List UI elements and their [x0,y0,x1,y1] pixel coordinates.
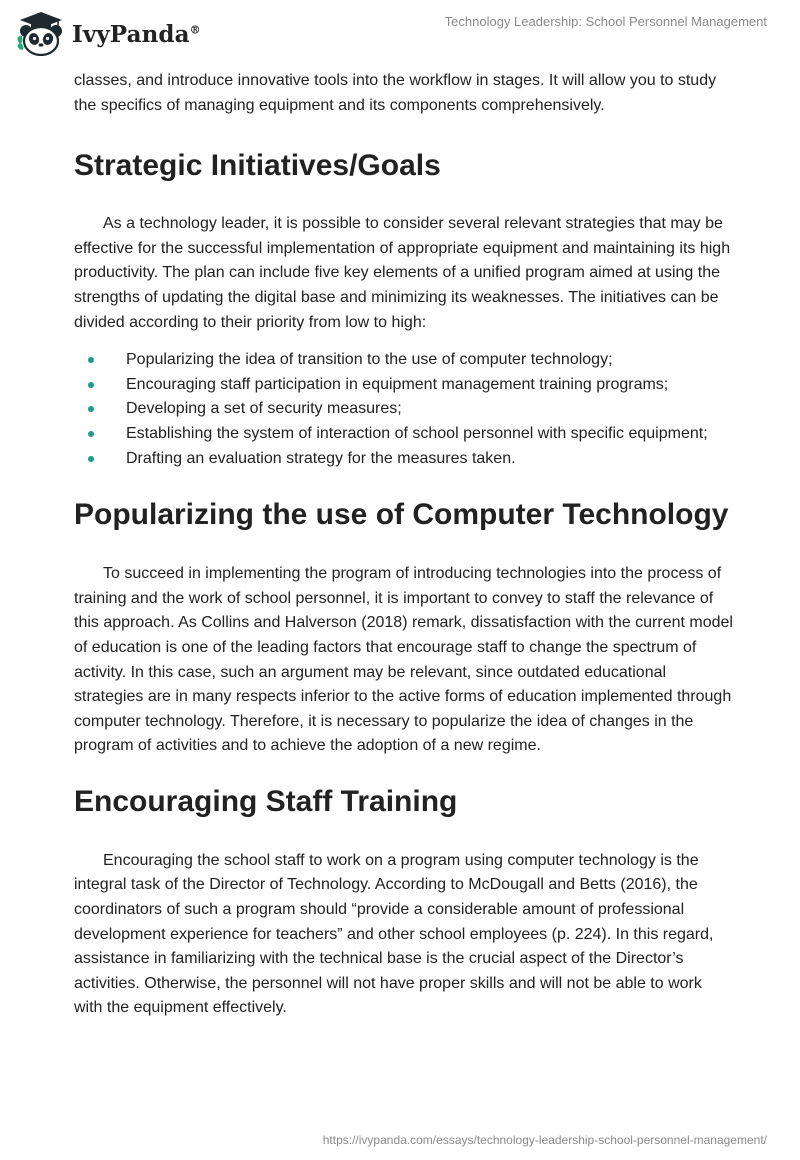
bullet-dot-icon [88,382,94,388]
brand-name: IvyPanda® [72,20,201,48]
section-paragraph-strategic-initiatives: As a technology leader, it is possible to consider several relevant strategies that may be effective for the successful implementation of appropriate equipment and maintaining its high productivity. The plan can include five key elements of a unified program aimed at using the strengths of updating the digital base and minimizing its weaknesses. The initiatives can be divided according to their priority from low to high: [74,215,731,331]
list-item-text: Drafting an evaluation strategy for the measures taken. [126,449,516,467]
bullet-dot-icon [88,357,94,363]
list-item [74,422,734,447]
document-title: Technology Leadership: School Personnel Management [444,14,767,29]
section-heading-strategic-initiatives: Strategic Initiatives/Goals [74,149,441,183]
section-paragraph-staff-training: Encouraging the school staff to work on a program using computer technology is the integral task of the Director of Technology. According to McDougall and Betts (2016), the coordinators of such a program should “provide a considerable amount of professional development experience for teachers” and other school employees (p. 224). In this regard, assistance in familiarizing with the technical base is the crucial aspect of the Director’s activities. Otherwise, the personnel will not have proper skills and will not be able to work with the equipment effectively. [74,851,714,1017]
section-heading-popularizing: Popularizing the use of Computer Technology [74,498,729,532]
list-item-text: Establishing the system of interaction of school personnel with specific equipment; [126,424,708,442]
registered-mark: ® [189,22,201,36]
list-item [74,373,734,398]
list-item-text: Encouraging staff participation in equipment management training programs; [126,375,669,393]
list-item-text: Popularizing the idea of transition to the use of computer technology; [126,351,613,369]
section-heading-staff-training: Encouraging Staff Training [74,784,458,818]
bullet-dot-icon [88,456,94,462]
intro-paragraph: classes, and introduce innovative tools into the workflow in stages. It will allow you to study the specifics of managing equipment and its components comprehensively. [74,72,717,114]
list-item [74,397,734,422]
list-item [74,447,734,472]
source-url-link[interactable]: https://ivypanda.com/essays/technology-leadership-school-personnel-management/ [322,1133,767,1147]
list-item-text: Developing a set of security measures; [126,400,402,418]
panda-graduate-icon [16,10,66,56]
essay-content [74,69,734,1021]
bullet-dot-icon [88,431,94,437]
initiatives-list [74,348,734,471]
page-header [0,0,800,60]
bullet-dot-icon [88,406,94,412]
brand-logo[interactable] [16,10,201,56]
list-item [74,348,734,373]
section-paragraph-popularizing: To succeed in implementing the program of introducing technologies into the process of training and the work of school personnel, it is important to convey to staff the relevance of this approach. As Collins and Halverson (2018) remark, dissatisfaction with the current model of education is one of the leading factors that encourage staff to change the spectrum of activity. In this case, such an argument may be relevant, since outdated educational strategies are in many respects inferior to the active forms of education implemented through computer technology. Therefore, it is necessary to popularize the idea of changes in the program of activities and to achieve the adoption of a new regime. [74,565,733,755]
